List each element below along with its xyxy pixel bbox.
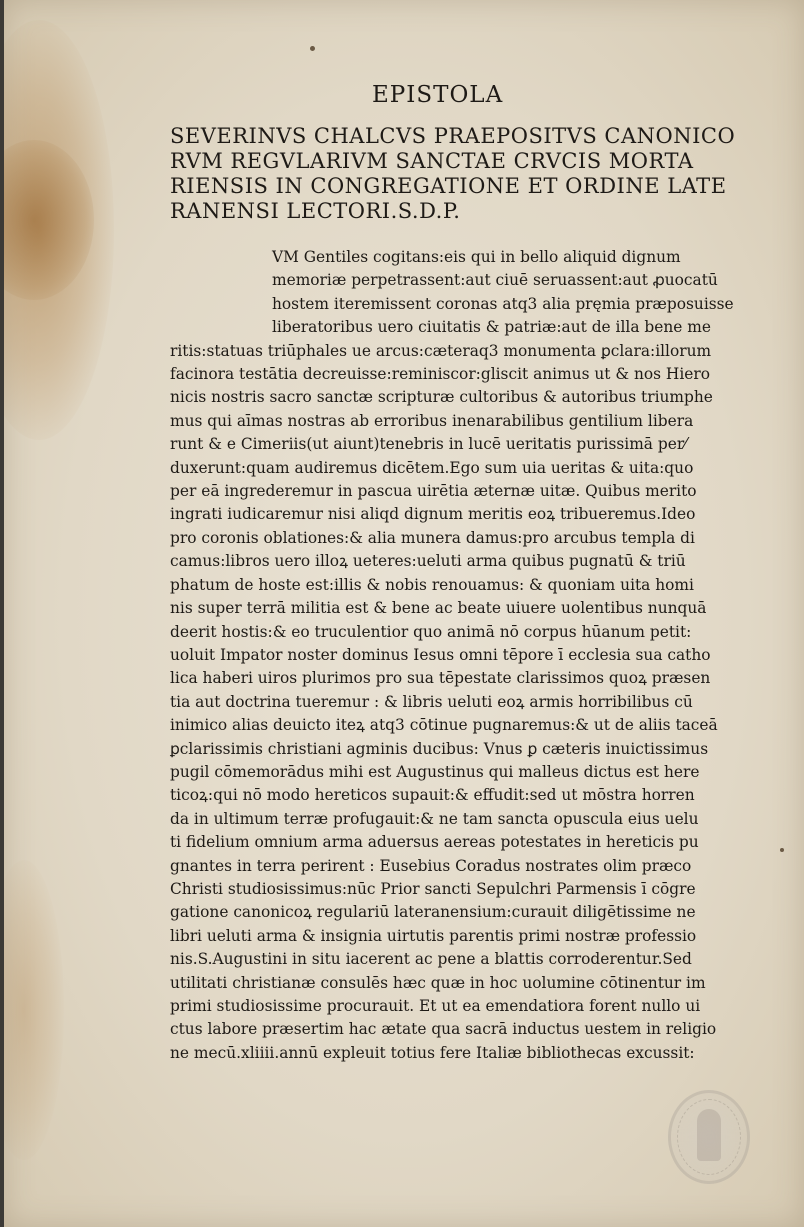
title-line: SEVERINVS CHALCVS PRAEPOSITVS CANONICO [170, 124, 736, 148]
body-line: primi studiosissime procurauit. Et ut ea emendatiora forent nullo ui [170, 997, 701, 1015]
body-line: tia aut doctrina tueremur : & libris ueluti eoꝝ armis horribilibus cū [170, 692, 693, 711]
body-line: duxerunt:quam audiremus dicētem.Ego sum uia ueritas & uita:quo [170, 458, 694, 477]
body-line: nicis nostris sacro sanctæ scripturæ cultoribus & autoribus triumphe [170, 388, 713, 407]
letter-title [170, 124, 770, 224]
title-line: RANENSI LECTORI.S.D.P. [170, 199, 461, 223]
body-line: utilitati christianæ consulēs hæc quæ in hoc uolumine cōtinentur im [170, 973, 706, 992]
body-line: ingrati iudicaremur nisi aliqd dignum meritis eoꝝ tribueremus.Ideo [170, 505, 696, 524]
body-line: gatione canonicoꝝ regulariū lateranensium:curauit diligētissime ne [170, 903, 696, 922]
body-line: camus:libros uero illoꝝ ueteres:ueluti arma quibus pugnatū & triū [170, 552, 686, 571]
body-line: gnantes in terra perirent : Eusebius Coradus nostrates olim præco [170, 856, 692, 875]
body-line: libri ueluti arma & insignia uirtutis parentis primi nostræ professio [170, 926, 697, 945]
body-line: inimico alias deuicto iteꝝ atq3 cōtinue pugnaremus:& ut de aliis taceā [170, 716, 718, 735]
body-line: phatum de hoste est:illis & nobis renouamus: & quoniam uita homi [170, 575, 694, 594]
body-line: ritis:statuas triūphales ue arcus:cæteraq3 monumenta ꝑclara:illorum [170, 341, 712, 360]
body-line: nis super terrā militia est & bene ac beate uiuere uolentibus nunquā [170, 599, 707, 618]
body-line: per eā ingrederemur in pascua uirētia æternæ uitæ. Quibus merito [170, 482, 697, 501]
body-line: lica haberi uiros plurimos pro sua tēpestate clarissimos quoꝝ præsen [170, 669, 711, 688]
body-line: pro coronis oblationes:& alia munera damus:pro arcubus templa di [170, 528, 695, 547]
letter-body [170, 246, 770, 1065]
body-line: ctus labore præsertim hac ætate qua sacrā inductus uestem in religio [170, 1020, 717, 1039]
body-line: ticoꝝ:qui nō modo hereticos supauit:& effudit:sed ut mōstra horren [170, 786, 695, 805]
page-heading: EPISTOLA [372, 82, 504, 108]
body-line: uoluit Impator noster dominus Iesus omni tēpore ī ecclesia sua catho [170, 645, 711, 664]
body-line: nis.S.Augustini in situ iacerent ac pene a blattis corroderentur.Sed [170, 950, 692, 969]
body-line: ꝑclarissimis christiani agminis ducibus: Vnus ꝑ cæteris inuictissimus [170, 739, 709, 758]
title-line: RVM REGVLARIVM SANCTAE CRVCIS MORTA [170, 149, 694, 173]
body-line: ti fidelium omnium arma aduersus aereas potestates in hereticis pu [170, 833, 699, 852]
body-line: runt & e Cimeriis(ut aiunt)tenebris in lucē ueritatis purissimā per⁄ [170, 435, 687, 454]
body-line: Christi studiosissimus:nūc Prior sancti Sepulchri Parmensis ī cōgre [170, 879, 696, 898]
body-line: pugil cōmemorādus mihi est Augustinus qui malleus dictus est here [170, 762, 700, 781]
body-line: VM Gentiles cogitans:eis qui in bello aliquid dignum [272, 248, 681, 266]
body-line: facinora testātia decreuisse:reminiscor:gliscit animus ut & nos Hiero [170, 365, 711, 384]
body-line: memoriæ perpetrassent:aut ciuē seruassent:aut ꝓuocatū [272, 271, 718, 290]
body-line: hostem iteremissent coronas atq3 alia pręmia præposuisse [272, 294, 734, 313]
body-line: liberatoribus uero ciuitatis & patriæ:aut de illa bene me [272, 318, 711, 337]
body-line: ne mecū.xliiii.annū expleuit totius fere Italiæ bibliothecas excussit: [170, 1043, 695, 1062]
title-line: RIENSIS IN CONGREGATIONE ET ORDINE LATE [170, 174, 727, 198]
body-line: mus qui aīmas nostras ab erroribus inenarabilibus gentilium libera [170, 411, 694, 430]
body-line: da in ultimum terræ profugauit:& ne tam sancta opuscula eius uelu [170, 809, 699, 828]
body-line: deerit hostis:& eo truculentior quo animā nō corpus hūanum petit: [170, 622, 692, 641]
